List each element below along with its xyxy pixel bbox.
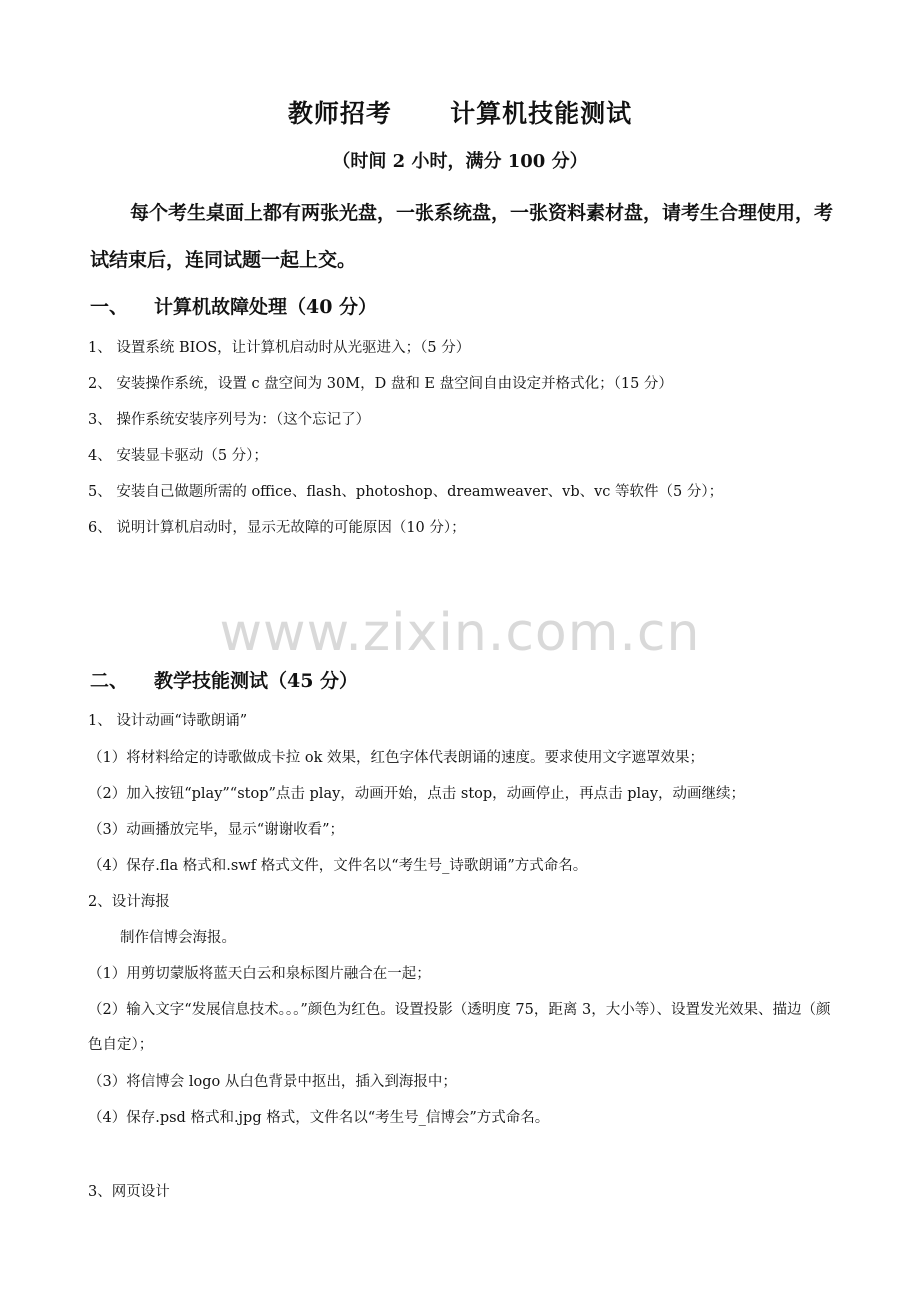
intro-paragraph: 每个考生桌面上都有两张光盘，一张系统盘，一张资料素材盘，请考生合理使用，考试结束后，连同试题一起上交。 [90, 202, 834, 271]
task-1-title: 1、 设计动画“诗歌朗诵” [88, 713, 248, 729]
section-1-heading [90, 292, 377, 319]
section-1-item: 3、 操作系统安装序列号为：（这个忘记了） [88, 412, 371, 428]
task-2-step: （2）输入文字“发展信息技术。。。”颜色为红色。设置投影（透明度 75，距离 3，大小等）、设置发光效果、描边（颜色自定）； [88, 1002, 831, 1053]
section-1-number: 一、 [90, 296, 129, 318]
section-1-title: 计算机故障处理（40 分） [154, 296, 378, 318]
section-1-item: 6、 说明计算机启动时，显示无故障的可能原因（10 分）； [88, 520, 466, 536]
task-2-step: （4）保存.psd 格式和.jpg 格式，文件名以“考生号_信博会”方式命名。 [88, 1110, 550, 1126]
section-2-heading [90, 666, 358, 693]
watermark-text: www.zixin.com.cn [219, 603, 701, 663]
section-1-item: 2、 安装操作系统，设置 c 盘空间为 30M，D 盘和 E 盘空间自由设定并格式化；（15 分） [88, 376, 673, 392]
page-title: 教师招考 计算机技能测试 [287, 99, 633, 128]
section-2-title: 教学技能测试（45 分） [154, 670, 359, 692]
task-2-step: （1）用剪切蒙版将蓝天白云和泉标图片融合在一起； [88, 966, 431, 982]
task-2-description: 制作信博会海报。 [120, 930, 236, 946]
section-1-item: 5、 安装自己做题所需的 office、flash、photoshop、dreamweaver、vb、vc 等软件（5 分）； [88, 484, 724, 500]
section-2-number: 二、 [90, 670, 129, 692]
page-subtitle: （时间 2 小时，满分 100 分） [332, 151, 588, 172]
task-2-step: （3）将信博会 logo 从白色背景中抠出，插入到海报中； [88, 1074, 457, 1090]
task-1-step: （3）动画播放完毕，显示“谢谢收看”； [88, 822, 345, 838]
task-1-step: （1）将材料给定的诗歌做成卡拉 ok 效果，红色字体代表朗诵的速度。要求使用文字遮罩效果； [88, 750, 704, 766]
task-1-step: （4）保存.fla 格式和.swf 格式文件，文件名以“考生号_诗歌朗诵”方式命名。 [88, 858, 588, 874]
section-1-item: 1、 设置系统 BIOS，让计算机启动时从光驱进入；（5 分） [88, 340, 471, 356]
task-2-title: 2、设计海报 [88, 894, 170, 910]
section-1-item: 4、 安装显卡驱动（5 分）； [88, 448, 268, 464]
task-3-title: 3、网页设计 [88, 1184, 170, 1200]
task-1-step: （2）加入按钮“play”“stop”点击 play，动画开始，点击 stop，动画停止，再点击 play，动画继续； [88, 786, 746, 802]
